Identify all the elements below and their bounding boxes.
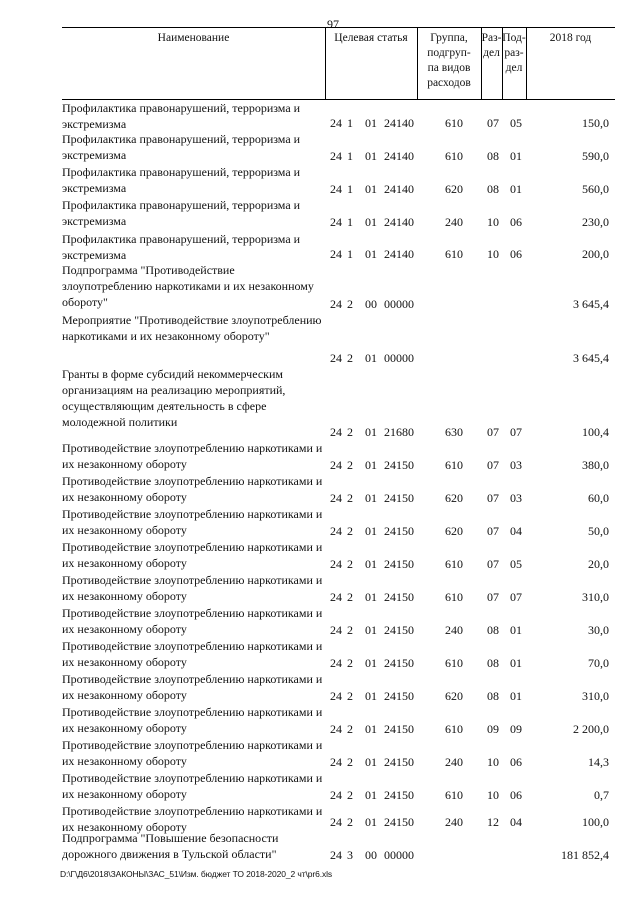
row-name: Противодействие злоупотреблению наркотиками и их незаконному обороту	[62, 507, 323, 537]
amount-2018: 2 200,0	[573, 722, 609, 736]
section-code: 07	[487, 524, 499, 538]
target-article-program: 24	[330, 788, 342, 802]
expense-group: 610	[445, 557, 463, 571]
expense-group: 240	[445, 815, 463, 829]
amount-2018: 380,0	[582, 458, 609, 472]
target-article-program: 24	[330, 297, 342, 311]
subsection-code: 01	[510, 623, 522, 637]
row-name: Противодействие злоупотреблению наркотиками и их незаконному обороту	[62, 705, 323, 735]
expense-group: 620	[445, 524, 463, 538]
header-subsection: Под- раз- дел	[502, 32, 526, 74]
target-article-event: 01	[365, 149, 377, 163]
amount-2018: 590,0	[582, 149, 609, 163]
target-article-code: 24140	[384, 247, 414, 261]
section-code: 07	[487, 590, 499, 604]
target-article-code: 24140	[384, 149, 414, 163]
target-article-code: 24140	[384, 182, 414, 196]
subsection-code: 06	[510, 755, 522, 769]
amount-2018: 60,0	[588, 491, 609, 505]
row-name: Противодействие злоупотреблению наркотиками и их незаконному обороту	[62, 606, 323, 636]
row-name: Противодействие злоупотреблению наркотиками и их незаконному обороту	[62, 540, 323, 570]
expense-group: 610	[445, 722, 463, 736]
section-code: 12	[487, 815, 499, 829]
target-article-subprogram: 2	[347, 815, 353, 829]
target-article-event: 01	[365, 182, 377, 196]
row-name: Профилактика правонарушений, терроризма и экстремизма	[62, 101, 301, 131]
table-row	[62, 231, 615, 262]
table-header	[62, 27, 615, 100]
table-row	[62, 131, 615, 164]
row-name: Противодействие злоупотреблению наркотиками и их незаконному обороту	[62, 441, 323, 471]
target-article-code: 21680	[384, 425, 414, 439]
target-article-code: 00000	[384, 848, 414, 862]
section-code: 08	[487, 182, 499, 196]
section-code: 07	[487, 116, 499, 130]
target-article-program: 24	[330, 722, 342, 736]
target-article-code: 00000	[384, 297, 414, 311]
subsection-code: 01	[510, 656, 522, 670]
target-article-program: 24	[330, 425, 342, 439]
subsection-code: 04	[510, 815, 522, 829]
section-code: 07	[487, 491, 499, 505]
target-article-code: 24150	[384, 656, 414, 670]
row-name: Противодействие злоупотреблению наркотиками и их незаконному обороту	[62, 771, 323, 801]
target-article-code: 24150	[384, 458, 414, 472]
table-row	[62, 473, 615, 506]
table-row	[62, 100, 615, 131]
expense-group: 610	[445, 788, 463, 802]
row-name: Профилактика правонарушений, терроризма и экстремизма	[62, 232, 301, 262]
subsection-code: 06	[510, 247, 522, 261]
table-row	[62, 312, 615, 366]
row-name: Противодействие злоупотреблению наркотиками и их незаконному обороту	[62, 573, 323, 603]
row-name: Подпрограмма "Противодействие злоупотреблению наркотиками и их незаконному обороту"	[62, 263, 314, 309]
section-code: 08	[487, 149, 499, 163]
target-article-subprogram: 2	[347, 458, 353, 472]
target-article-subprogram: 2	[347, 623, 353, 637]
expense-group: 240	[445, 623, 463, 637]
row-name: Профилактика правонарушений, терроризма и экстремизма	[62, 165, 301, 195]
amount-2018: 30,0	[588, 623, 609, 637]
target-article-subprogram: 3	[347, 848, 353, 862]
subsection-code: 01	[510, 149, 522, 163]
target-article-event: 01	[365, 116, 377, 130]
target-article-program: 24	[330, 590, 342, 604]
section-code: 07	[487, 425, 499, 439]
target-article-code: 00000	[384, 351, 414, 365]
target-article-event: 01	[365, 788, 377, 802]
table-row	[62, 506, 615, 539]
target-article-program: 24	[330, 458, 342, 472]
target-article-program: 24	[330, 557, 342, 571]
subsection-code: 01	[510, 182, 522, 196]
expense-group: 610	[445, 149, 463, 163]
amount-2018: 100,4	[582, 425, 609, 439]
amount-2018: 50,0	[588, 524, 609, 538]
amount-2018: 150,0	[582, 116, 609, 130]
expense-group: 240	[445, 755, 463, 769]
file-path-footer: D:\Г\Д6\2018\ЗАКОНЫ\ЗАС_51\Изм. бюджет ТО 2018-2020_2 чт\pr6.xls	[60, 869, 333, 879]
table-row	[62, 737, 615, 770]
expense-group: 610	[445, 116, 463, 130]
target-article-subprogram: 2	[347, 755, 353, 769]
target-article-code: 24150	[384, 590, 414, 604]
section-code: 10	[487, 247, 499, 261]
target-article-subprogram: 2	[347, 656, 353, 670]
amount-2018: 560,0	[582, 182, 609, 196]
table-row	[62, 440, 615, 473]
target-article-program: 24	[330, 755, 342, 769]
target-article-event: 01	[365, 491, 377, 505]
target-article-program: 24	[330, 215, 342, 229]
table-row	[62, 366, 615, 440]
subsection-code: 05	[510, 116, 522, 130]
row-name: Гранты в форме субсидий некоммерческим организациям на реализацию мероприятий, осуществляющим деятельность в сфере молодежной политики	[62, 367, 286, 429]
target-article-event: 01	[365, 215, 377, 229]
section-code: 07	[487, 458, 499, 472]
target-article-code: 24150	[384, 788, 414, 802]
amount-2018: 181 852,4	[561, 848, 609, 862]
target-article-event: 01	[365, 623, 377, 637]
target-article-event: 01	[365, 755, 377, 769]
target-article-event: 00	[365, 297, 377, 311]
subsection-code: 03	[510, 491, 522, 505]
target-article-event: 01	[365, 458, 377, 472]
section-code: 08	[487, 689, 499, 703]
target-article-event: 01	[365, 247, 377, 261]
target-article-program: 24	[330, 351, 342, 365]
expense-group: 630	[445, 425, 463, 439]
target-article-subprogram: 2	[347, 590, 353, 604]
target-article-event: 01	[365, 815, 377, 829]
header-expense-group: Группа, подгруп- па видов расходов	[427, 32, 471, 89]
target-article-event: 01	[365, 689, 377, 703]
table-row	[62, 197, 615, 230]
target-article-subprogram: 2	[347, 557, 353, 571]
target-article-program: 24	[330, 524, 342, 538]
subsection-code: 09	[510, 722, 522, 736]
expense-group: 610	[445, 458, 463, 472]
row-name: Противодействие злоупотреблению наркотиками и их незаконному обороту	[62, 738, 323, 768]
target-article-event: 01	[365, 557, 377, 571]
table-row	[62, 638, 615, 671]
target-article-program: 24	[330, 656, 342, 670]
amount-2018: 100,0	[582, 815, 609, 829]
target-article-subprogram: 2	[347, 722, 353, 736]
subsection-code: 07	[510, 590, 522, 604]
target-article-event: 01	[365, 425, 377, 439]
amount-2018: 3 645,4	[573, 297, 609, 311]
target-article-program: 24	[330, 182, 342, 196]
header-name: Наименование	[157, 32, 230, 44]
table-row	[62, 803, 615, 834]
subsection-code: 06	[510, 788, 522, 802]
target-article-code: 24140	[384, 116, 414, 130]
target-article-program: 24	[330, 689, 342, 703]
expense-group: 610	[445, 656, 463, 670]
target-article-program: 24	[330, 815, 342, 829]
table-row	[62, 704, 615, 737]
table-row	[62, 572, 615, 605]
section-code: 08	[487, 623, 499, 637]
target-article-code: 24150	[384, 722, 414, 736]
row-name: Противодействие злоупотреблению наркотиками и их незаконному обороту	[62, 672, 323, 702]
amount-2018: 200,0	[582, 247, 609, 261]
amount-2018: 14,3	[588, 755, 609, 769]
header-year: 2018 год	[549, 32, 592, 44]
target-article-subprogram: 1	[347, 215, 353, 229]
section-code: 07	[487, 557, 499, 571]
section-code: 09	[487, 722, 499, 736]
row-name: Мероприятие "Противодействие злоупотреблению наркотиками и их незаконному обороту"	[62, 313, 322, 343]
target-article-program: 24	[330, 116, 342, 130]
target-article-subprogram: 2	[347, 297, 353, 311]
section-code: 10	[487, 788, 499, 802]
target-article-code: 24150	[384, 557, 414, 571]
row-name: Профилактика правонарушений, терроризма и экстремизма	[62, 198, 301, 228]
subsection-code: 05	[510, 557, 522, 571]
expense-group: 620	[445, 491, 463, 505]
target-article-event: 01	[365, 524, 377, 538]
row-name: Подпрограмма "Повышение безопасности дорожного движения в Тульской области"	[62, 831, 279, 861]
expense-group: 620	[445, 689, 463, 703]
target-article-subprogram: 1	[347, 247, 353, 261]
section-code: 10	[487, 215, 499, 229]
amount-2018: 70,0	[588, 656, 609, 670]
target-article-program: 24	[330, 848, 342, 862]
amount-2018: 230,0	[582, 215, 609, 229]
header-target-article: Целевая статья	[334, 32, 408, 44]
section-code: 08	[487, 656, 499, 670]
table-row	[62, 830, 615, 863]
subsection-code: 06	[510, 215, 522, 229]
target-article-program: 24	[330, 491, 342, 505]
target-article-code: 24150	[384, 815, 414, 829]
amount-2018: 3 645,4	[573, 351, 609, 365]
target-article-subprogram: 2	[347, 524, 353, 538]
target-article-event: 01	[365, 351, 377, 365]
target-article-subprogram: 2	[347, 351, 353, 365]
target-article-event: 00	[365, 848, 377, 862]
target-article-code: 24150	[384, 524, 414, 538]
target-article-code: 24150	[384, 623, 414, 637]
table-row	[62, 164, 615, 197]
expense-group: 610	[445, 590, 463, 604]
amount-2018: 20,0	[588, 557, 609, 571]
row-name: Противодействие злоупотреблению наркотиками и их незаконному обороту	[62, 639, 323, 669]
target-article-program: 24	[330, 149, 342, 163]
row-name: Противодействие злоупотреблению наркотиками и их незаконному обороту	[62, 474, 323, 504]
target-article-code: 24150	[384, 689, 414, 703]
target-article-program: 24	[330, 247, 342, 261]
amount-2018: 310,0	[582, 689, 609, 703]
subsection-code: 04	[510, 524, 522, 538]
target-article-code: 24140	[384, 215, 414, 229]
table-row	[62, 671, 615, 704]
target-article-code: 24150	[384, 755, 414, 769]
target-article-subprogram: 1	[347, 149, 353, 163]
amount-2018: 0,7	[594, 788, 609, 802]
target-article-event: 01	[365, 590, 377, 604]
target-article-program: 24	[330, 623, 342, 637]
table-row	[62, 605, 615, 638]
subsection-code: 07	[510, 425, 522, 439]
target-article-subprogram: 1	[347, 182, 353, 196]
target-article-subprogram: 2	[347, 689, 353, 703]
expense-group: 610	[445, 247, 463, 261]
subsection-code: 03	[510, 458, 522, 472]
target-article-subprogram: 2	[347, 425, 353, 439]
section-code: 10	[487, 755, 499, 769]
row-name: Противодействие злоупотреблению наркотиками и их незаконному обороту	[62, 804, 323, 834]
table-row	[62, 262, 615, 312]
header-section: Раз- дел	[481, 32, 502, 59]
target-article-event: 01	[365, 722, 377, 736]
subsection-code: 01	[510, 689, 522, 703]
table-row	[62, 770, 615, 803]
target-article-code: 24150	[384, 491, 414, 505]
table-row	[62, 539, 615, 572]
expense-group: 620	[445, 182, 463, 196]
target-article-event: 01	[365, 656, 377, 670]
target-article-subprogram: 1	[347, 116, 353, 130]
target-article-subprogram: 2	[347, 788, 353, 802]
amount-2018: 310,0	[582, 590, 609, 604]
row-name: Профилактика правонарушений, терроризма и экстремизма	[62, 132, 301, 162]
target-article-subprogram: 2	[347, 491, 353, 505]
expense-group: 240	[445, 215, 463, 229]
